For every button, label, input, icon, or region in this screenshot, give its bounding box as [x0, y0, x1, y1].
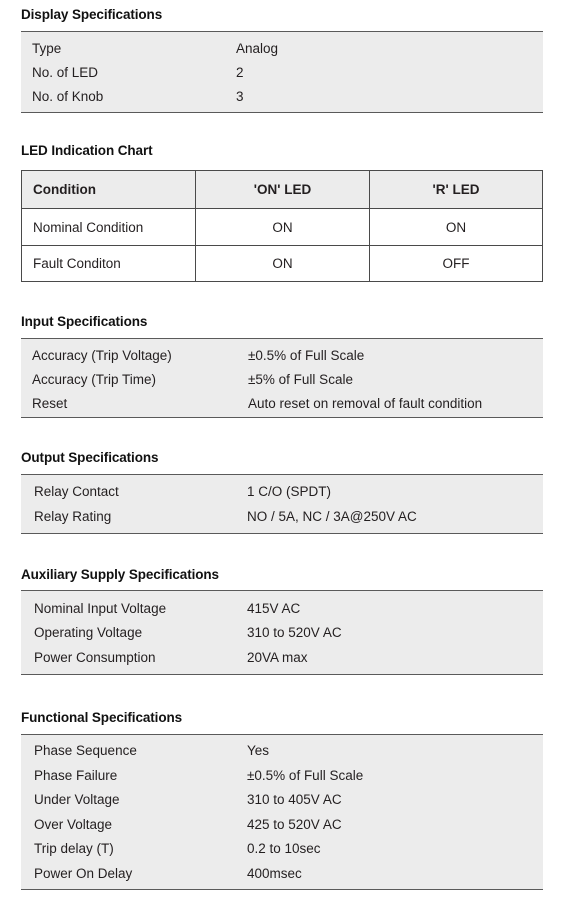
spec-row: [21, 505, 543, 529]
spec-key: Power Consumption: [34, 650, 156, 665]
led-on-cell: ON: [272, 219, 293, 235]
spec-value: Auto reset on removal of fault condition: [248, 396, 483, 411]
spec-value: ±5% of Full Scale: [248, 372, 353, 387]
functional-specifications-table: [21, 734, 543, 890]
spec-row: [21, 597, 543, 621]
spec-key: No. of Knob: [32, 89, 104, 104]
input-specifications-table: [21, 338, 543, 418]
spec-value: 20VA max: [247, 650, 308, 665]
spec-value: 425 to 520V AC: [247, 817, 342, 832]
spec-key: Reset: [32, 396, 68, 411]
led-table-row: [22, 209, 542, 245]
led-header-on-led: 'ON' LED: [253, 182, 312, 197]
spec-row: [21, 368, 543, 392]
spec-key: Trip delay (T): [34, 841, 114, 856]
spec-row: [21, 646, 543, 670]
spec-row: [21, 837, 543, 861]
display-specifications-table: [21, 31, 543, 113]
spec-value: 1 C/O (SPDT): [247, 484, 332, 499]
spec-value: 400msec: [247, 866, 302, 881]
led-table-column-divider: [195, 171, 196, 281]
spec-value: ±0.5% of Full Scale: [247, 768, 364, 783]
spec-row: [21, 37, 543, 61]
spec-row: [21, 61, 543, 85]
spec-value: 310 to 520V AC: [247, 625, 342, 640]
auxiliary-supply-specifications-table: [21, 590, 543, 675]
display-specifications-heading: Display Specifications: [21, 7, 163, 22]
spec-key: Over Voltage: [34, 817, 113, 832]
led-indication-chart-heading: LED Indication Chart: [21, 143, 153, 158]
spec-key: Relay Contact: [34, 484, 119, 499]
led-r-cell: ON: [445, 219, 467, 235]
input-specifications-heading: Input Specifications: [21, 314, 148, 329]
spec-row: [21, 392, 543, 416]
spec-key: Relay Rating: [34, 509, 112, 524]
led-header-r-led: 'R' LED: [432, 182, 480, 197]
spec-key: Phase Failure: [34, 768, 118, 783]
spec-value: 0.2 to 10sec: [247, 841, 321, 856]
spec-key: Nominal Input Voltage: [34, 601, 167, 616]
spec-value: 3: [236, 89, 244, 104]
auxiliary-supply-specifications-heading: Auxiliary Supply Specifications: [21, 567, 219, 582]
led-table-header-row: [22, 171, 542, 208]
spec-row: [21, 813, 543, 837]
output-specifications-table: [21, 474, 543, 534]
spec-row: [21, 344, 543, 368]
spec-value: Analog: [236, 41, 279, 56]
spec-row: [21, 764, 543, 788]
spec-value: 310 to 405V AC: [247, 792, 342, 807]
spec-row: [21, 788, 543, 812]
spec-value: 2: [236, 65, 244, 80]
spec-row: [21, 621, 543, 645]
functional-specifications-heading: Functional Specifications: [21, 710, 183, 725]
led-header-condition: Condition: [33, 182, 96, 197]
led-condition-cell: Fault Conditon: [33, 256, 121, 271]
spec-row: [21, 862, 543, 886]
led-table-column-divider: [369, 171, 370, 281]
spec-key: Type: [32, 41, 62, 56]
led-on-cell: ON: [272, 256, 293, 271]
led-condition-cell: Nominal Condition: [33, 219, 144, 235]
spec-value: 415V AC: [247, 601, 301, 616]
output-specifications-heading: Output Specifications: [21, 450, 159, 465]
spec-key: No. of LED: [32, 65, 99, 80]
spec-key: Accuracy (Trip Voltage): [32, 348, 172, 363]
led-r-cell: OFF: [442, 256, 470, 271]
spec-key: Accuracy (Trip Time): [32, 372, 157, 387]
led-indication-table: [21, 170, 543, 282]
spec-row: [21, 739, 543, 763]
spec-row: [21, 85, 543, 109]
spec-key: Phase Sequence: [34, 743, 137, 758]
spec-key: Operating Voltage: [34, 625, 143, 640]
led-table-row: [22, 246, 542, 281]
spec-value: ±0.5% of Full Scale: [248, 348, 365, 363]
spec-key: Under Voltage: [34, 792, 120, 807]
spec-value: Yes: [247, 743, 270, 758]
spec-value: NO / 5A, NC / 3A@250V AC: [247, 509, 417, 524]
spec-key: Power On Delay: [34, 866, 133, 881]
spec-row: [21, 480, 543, 504]
